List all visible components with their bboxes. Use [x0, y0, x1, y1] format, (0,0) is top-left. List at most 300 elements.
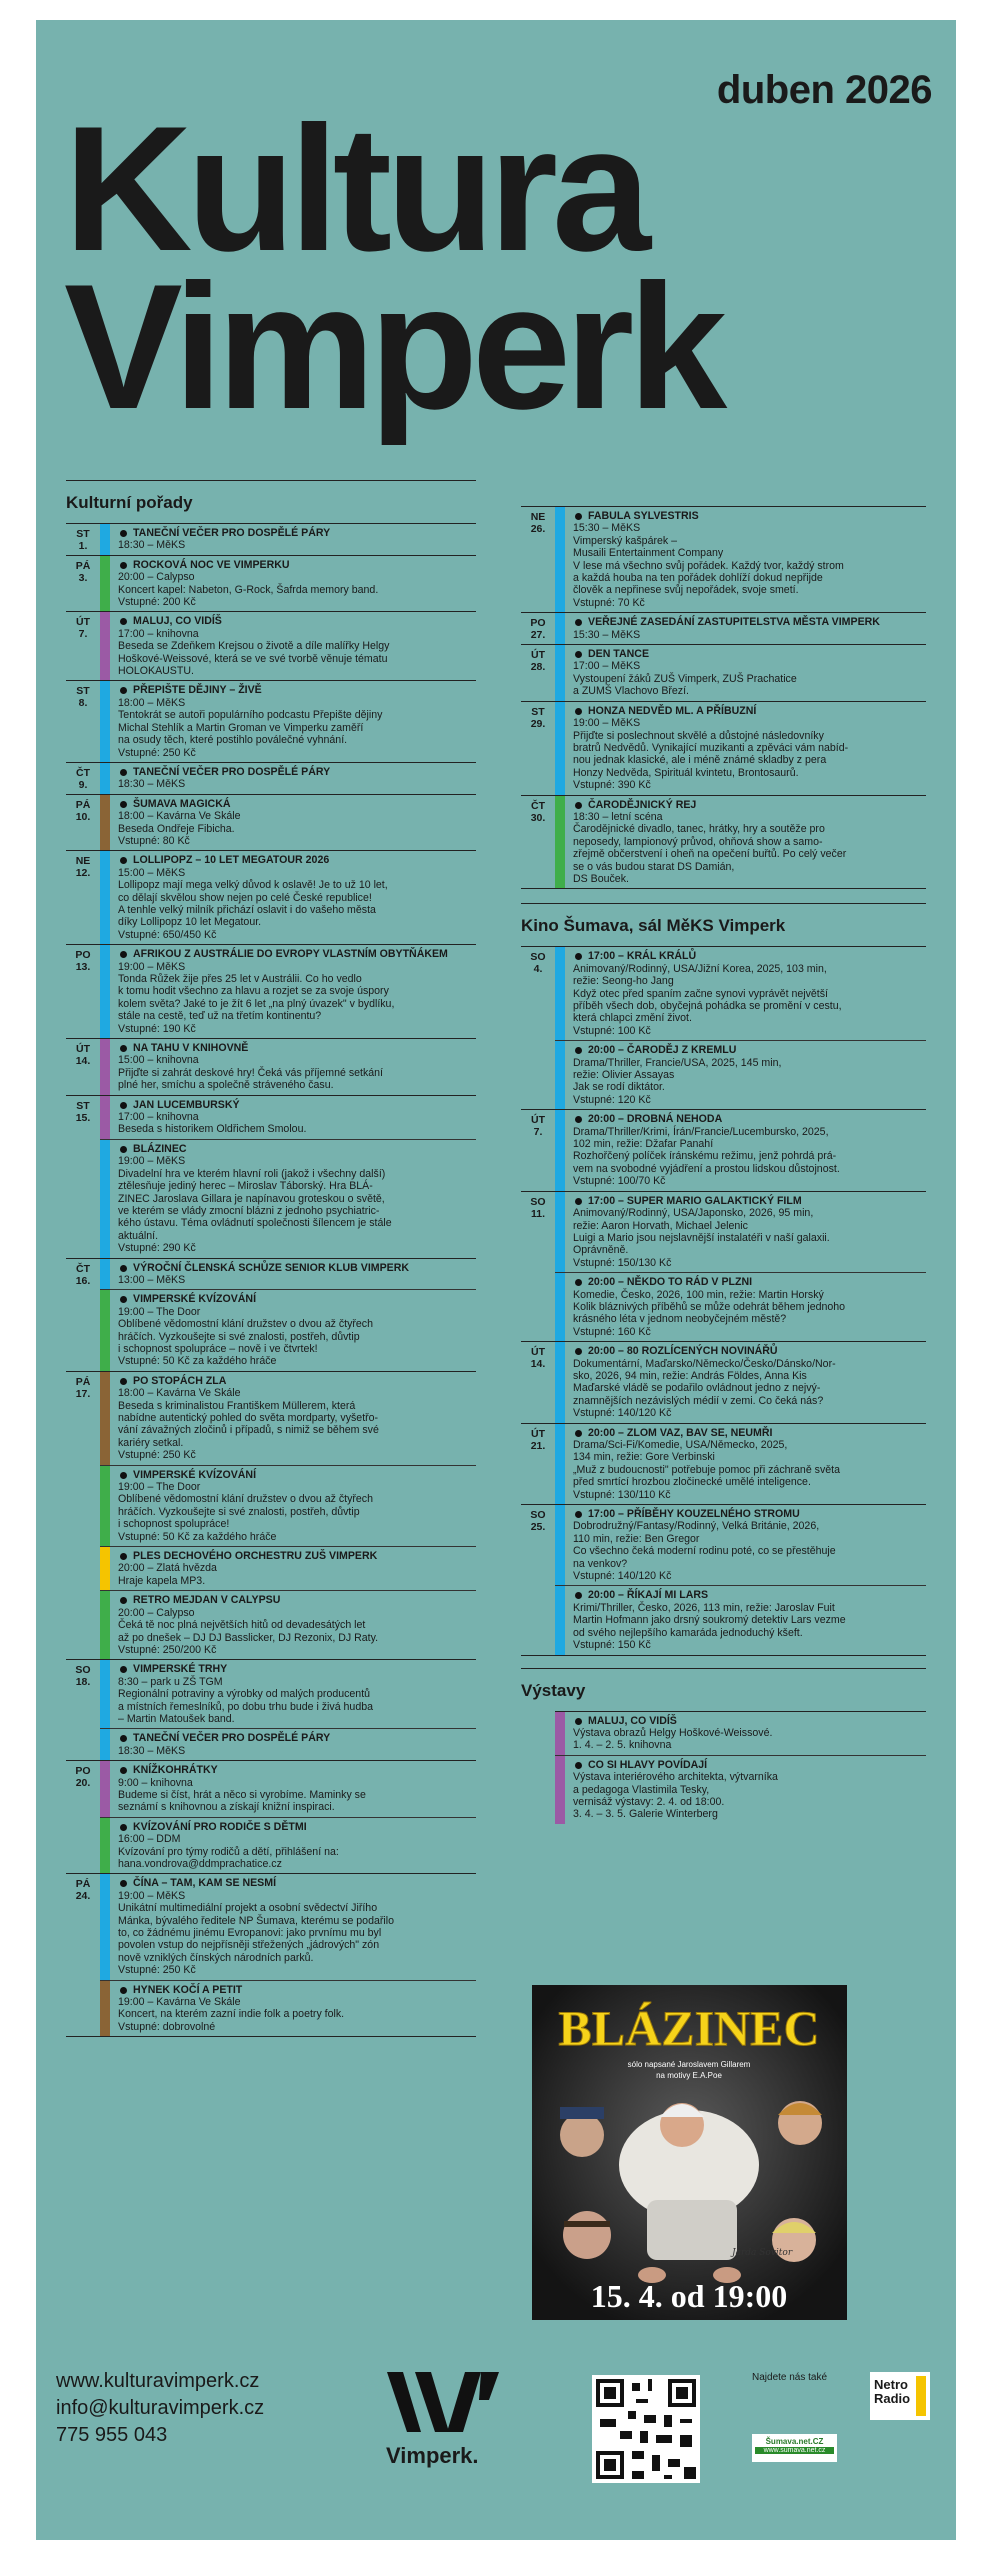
day-block — [66, 794, 476, 851]
event-detail-line: Vstupné: 80 Kč — [118, 834, 190, 847]
day-date — [66, 851, 100, 944]
day-of-week: SO — [530, 951, 546, 964]
event-detail-line: na venkov? — [573, 1557, 628, 1570]
event-title: FABULA SYLVESTRIS — [573, 510, 926, 522]
day-of-week: SO — [75, 1664, 91, 1677]
event-detail-line: Vstupné: 650/450 Kč — [118, 928, 217, 941]
category-color-bar — [555, 1756, 565, 1824]
day-number: 7. — [533, 1126, 543, 1139]
day-number: 20. — [75, 1777, 91, 1790]
event-detail-line: Komedie, Česko, 2026, 100 min, režie: Martin Horský — [573, 1288, 824, 1301]
event-item — [555, 1712, 926, 1755]
event-title: HONZA NEDVĚD ML. A PŘÍBUZNÍ — [573, 705, 926, 717]
category-color-bar — [555, 1041, 565, 1109]
event-detail-line: 19:00 – MěKS — [118, 960, 186, 973]
day-number: 13. — [75, 961, 91, 974]
category-color-bar — [555, 947, 565, 1040]
day-of-week: ÚT — [76, 616, 90, 629]
poster-date: 15. 4. od 19:00 — [590, 2278, 788, 2314]
event-detail-line: režie: Aaron Horvath, Michael Jelenic — [573, 1219, 748, 1232]
category-color-bar — [100, 1372, 110, 1465]
day-number: 7. — [78, 628, 88, 641]
category-color-bar — [100, 1140, 110, 1258]
event-detail-line: Vstupné: 150/130 Kč — [573, 1256, 672, 1269]
event-body — [118, 1874, 476, 1979]
event-body — [118, 1466, 476, 1546]
day-events — [100, 945, 476, 1038]
category-color-bar — [100, 1547, 110, 1590]
event-detail-line: Vstupné: 120 Kč — [573, 1093, 651, 1106]
day-number: 29. — [530, 717, 546, 730]
event-title: 20:00 – 80 ROZLÍCENÝCH NOVINÁŘŮ — [573, 1345, 926, 1357]
day-block — [521, 795, 926, 889]
category-color-bar — [100, 1761, 110, 1817]
event-body — [573, 1192, 926, 1272]
event-title: VIMPERSKÉ KVÍZOVÁNÍ — [118, 1293, 476, 1305]
event-body — [573, 1273, 926, 1341]
event-detail-line: hráčích. Vyzkoušejte si své znalosti, postřeh, důvtip — [118, 1505, 360, 1518]
day-block — [521, 644, 926, 701]
day-date — [66, 763, 100, 794]
event-title: PLES DECHOVÉHO ORCHESTRU ZUŠ VIMPERK — [118, 1550, 476, 1562]
event-detail-line: a ZUMŠ Vlachovo Březí. — [573, 685, 689, 698]
day-events — [100, 851, 476, 944]
event-body — [573, 645, 926, 701]
day-events — [100, 1039, 476, 1095]
poster-illustration — [532, 1985, 847, 2320]
event-detail-line: sko, 2026, 94 min, režie: András Földes, Anna Kis — [573, 1369, 807, 1382]
day-of-week: ST — [76, 685, 90, 698]
day-of-week: ST — [531, 705, 545, 718]
day-block — [66, 611, 476, 680]
event-item — [555, 507, 926, 612]
day-block — [66, 523, 476, 555]
day-of-week: ÚT — [531, 1346, 545, 1359]
day-number: 28. — [530, 661, 546, 674]
category-color-bar — [555, 796, 565, 889]
day-events — [555, 507, 926, 612]
day-number: 10. — [75, 810, 91, 823]
event-detail-line: Oblíbené vědomostní klání družstev o dvou až čtyřech — [118, 1493, 373, 1506]
event-detail-line: Vstupné: 100/70 Kč — [573, 1175, 666, 1188]
event-detail-line: 18:00 – Kavárna Ve Skále — [118, 810, 241, 823]
event-item — [100, 1139, 476, 1258]
day-of-week: ST — [76, 1099, 90, 1112]
event-detail-line: 19:00 – MěKS — [118, 1155, 186, 1168]
event-body — [118, 1039, 476, 1095]
event-detail-line: Koncert, na kterém zazní indie folk a poetry folk. — [118, 2008, 345, 2021]
day-of-week: PO — [530, 617, 546, 630]
event-detail-line: Vstupné: 390 Kč — [573, 779, 651, 792]
event-detail-line: a každá houba na ten pořádek dohlíží dokud nepřijde — [573, 572, 823, 585]
event-detail-line: – Martin Matoušek band. — [118, 1712, 235, 1725]
event-detail-line: Animovaný/Rodinný, USA/Japonsko, 2026, 95 min, — [573, 1207, 814, 1220]
day-date — [66, 1259, 100, 1371]
poster-title: BLÁZINEC — [558, 2000, 820, 2056]
title-line-1: Kultura — [64, 89, 645, 288]
exhibition-list — [555, 1711, 926, 1824]
day-block — [521, 506, 926, 612]
event-item — [555, 702, 926, 795]
event-body — [573, 1110, 926, 1190]
event-detail-line: Vstupné: 200 Kč — [118, 596, 196, 609]
event-detail-line: nově vzniklých čínských národních parků. — [118, 1951, 314, 1964]
day-date — [521, 1505, 555, 1654]
event-body — [118, 795, 476, 851]
day-block — [521, 1423, 926, 1504]
event-detail-line: Vstupné: 160 Kč — [573, 1325, 651, 1338]
day-events — [555, 947, 926, 1109]
event-detail-line: ZINEC Jaroslava Gillara je napínavou groteskou o světě, — [118, 1192, 385, 1205]
event-title: MALUJ, CO VIDÍŠ — [118, 615, 476, 627]
day-events — [100, 795, 476, 851]
poster-subtitle-2: na motivy E.A.Poe — [656, 2071, 722, 2080]
event-detail-line: Čeká tě noc plná největších hitů od devadesátých let — [118, 1619, 366, 1632]
category-color-bar — [555, 507, 565, 612]
day-date — [521, 702, 555, 795]
contacts — [56, 2368, 264, 2449]
day-date — [66, 612, 100, 680]
event-detail-line: Animovaný/Rodinný, USA/Jižní Korea, 2025, 103 min, — [573, 962, 827, 975]
event-detail-line: 1. 4. – 2. 5. knihovna — [573, 1739, 672, 1752]
event-title: VEŘEJNÉ ZASEDÁNÍ ZASTUPITELSTVA MĚSTA VIMPERK — [573, 616, 926, 628]
event-detail-line: Vstupné: 150 Kč — [573, 1639, 651, 1652]
event-title: 20:00 – ZLOM VAZ, BAV SE, NEUMŘI — [573, 1427, 926, 1439]
event-body — [118, 1259, 476, 1290]
event-detail-line: Vstupné: 140/120 Kč — [573, 1570, 672, 1583]
day-number: 16. — [75, 1274, 91, 1287]
event-detail-line: Mánka, bývalého ředitele NP Šumava, kterému se podařilo — [118, 1914, 394, 1927]
event-title: 20:00 – DROBNÁ NEHODA — [573, 1113, 926, 1125]
event-title: 20:00 – ŘÍKAJÍ MI LARS — [573, 1589, 926, 1601]
event-detail-line: před smrtící hrozbou zločinecké umělé inteligence. — [573, 1476, 811, 1489]
event-title: ČÍNA – TAM, KAM SE NESMÍ — [118, 1877, 476, 1889]
event-detail-line: Divadelní hra ve kterém hlavní roli (jakož i všechny další) — [118, 1167, 386, 1180]
category-color-bar — [100, 1874, 110, 1979]
event-detail-line: 18:30 – MěKS — [118, 1744, 186, 1757]
category-color-bar — [555, 613, 565, 644]
event-item — [100, 1817, 476, 1874]
event-title: VIMPERSKÉ TRHY — [118, 1663, 476, 1675]
event-detail-line: Kvízování pro týmy rodičů a dětí, přihlášení na: — [118, 1845, 339, 1858]
category-color-bar — [555, 645, 565, 701]
day-date — [66, 524, 100, 555]
event-detail-line: Beseda s historikem Oldřichem Smolou. — [118, 1123, 307, 1136]
event-body — [118, 763, 476, 794]
netro-bar-icon — [916, 2376, 926, 2416]
day-block — [66, 1095, 476, 1258]
day-of-week: PO — [75, 1765, 91, 1778]
day-of-week: NE — [75, 855, 91, 868]
event-title: BLÁZINEC — [118, 1143, 476, 1155]
event-detail-line: Vstupné: 140/120 Kč — [573, 1407, 672, 1420]
event-body — [573, 1041, 926, 1109]
event-detail-line: co dělají skvělou show nejen po celé České republice! — [118, 891, 372, 904]
event-detail-line: nabídne autentický pohled do světa mordparty, vyšetřo- — [118, 1412, 379, 1424]
event-detail-line: Beseda s kriminalistou Františkem Müllerem, která — [118, 1399, 356, 1412]
day-block — [521, 1191, 926, 1341]
event-detail-line: Beseda Ondřeje Fibicha. — [118, 822, 235, 835]
phone-number: 775 955 043 — [56, 2424, 168, 2446]
event-detail-line: Vstupné: dobrovolné — [118, 2020, 216, 2033]
day-of-week: PÁ — [75, 1878, 91, 1891]
day-date — [521, 1192, 555, 1341]
day-block — [66, 1258, 476, 1371]
event-item — [100, 1590, 476, 1659]
email-link[interactable]: info@kulturavimperk.cz — [56, 2397, 265, 2419]
day-number: 17. — [75, 1387, 91, 1400]
event-title: VIMPERSKÉ KVÍZOVÁNÍ — [118, 1469, 476, 1481]
event-item — [100, 851, 476, 944]
event-detail-line: Vstupné: 290 Kč — [118, 1242, 196, 1255]
day-events — [100, 556, 476, 612]
event-title: 20:00 – ČARODĚJ Z KREMLU — [573, 1044, 926, 1056]
event-detail-line: Michal Stehlík a Martin Groman ve Vimperku zaměří — [118, 721, 364, 734]
event-detail-line: Tonda Růžek žije přes 25 let v Austrálii. Co ho vedlo — [118, 973, 362, 985]
day-block — [66, 762, 476, 794]
day-block — [66, 680, 476, 761]
event-body — [118, 681, 476, 761]
day-block — [521, 612, 926, 644]
event-detail-line: Výstava obrazů Helgy Hoškové-Weissové. — [573, 1726, 773, 1739]
category-color-bar — [555, 1273, 565, 1341]
day-of-week: NE — [530, 511, 546, 523]
day-of-week: PO — [75, 949, 91, 962]
day-date — [66, 1761, 100, 1873]
day-of-week: ÚT — [531, 1427, 545, 1440]
event-detail-line: Kolik bláznivých příběhů se může odehrát během jednoho — [573, 1300, 846, 1313]
day-date — [66, 1096, 100, 1258]
event-detail-line: Vstupné: 250 Kč — [118, 1964, 196, 1977]
event-detail-line: Dobrodružný/Fantasy/Rodinný, Velká Británie, 2026, — [573, 1520, 820, 1533]
event-title: TANEČNÍ VEČER PRO DOSPĚLÉ PÁRY — [118, 527, 476, 539]
sumava-net-name: Šumava.net.CZ — [765, 2437, 824, 2446]
event-title: 20:00 – NĚKDO TO RÁD V PLZNI — [573, 1276, 926, 1288]
event-item — [100, 1660, 476, 1728]
event-body — [118, 1818, 476, 1874]
event-detail-line: 15:30 – MěKS — [573, 522, 641, 535]
cinema-list — [521, 946, 926, 1655]
event-item — [555, 796, 926, 889]
qr-code-icon[interactable] — [592, 2375, 700, 2483]
event-detail-line: 13:00 – MěKS — [118, 1273, 186, 1286]
event-detail-line: Co všechno čeká moderní rodinu poté, co se přestěhuje — [573, 1545, 836, 1558]
event-detail-line: 20:00 – Zlatá hvězda — [118, 1562, 217, 1575]
day-block — [66, 1038, 476, 1095]
event-title: 17:00 – KRÁL KRÁLŮ — [573, 950, 926, 962]
event-item — [100, 681, 476, 761]
netro-word-2: Radio — [874, 2391, 911, 2406]
category-color-bar — [100, 795, 110, 851]
category-color-bar — [555, 1110, 565, 1190]
event-item — [100, 612, 476, 680]
event-detail-line: Přijďte si zahrát deskové hry! Čeká vás příjemné setkání — [118, 1066, 383, 1079]
page-title — [64, 89, 722, 446]
event-body — [118, 945, 476, 1038]
day-number: 8. — [78, 697, 88, 710]
event-detail-line: režie: Seong-ho Jang — [573, 975, 674, 988]
day-number: 24. — [75, 1890, 91, 1903]
event-item — [100, 945, 476, 1038]
event-detail-line: Drama/Sci-Fi/Komedie, USA/Německo, 2025, — [573, 1439, 788, 1451]
event-detail-line: na osudy těch, které postihlo poválečné vyhnání. — [118, 734, 348, 747]
event-body — [573, 1424, 926, 1504]
category-color-bar — [100, 1818, 110, 1874]
event-body — [573, 1505, 926, 1585]
section-title-kulturni-porady: Kulturní pořady — [66, 480, 476, 523]
event-title: CO SI HLAVY POVÍDAJÍ — [573, 1759, 926, 1771]
event-detail-line: seznámí s knihovnou a získají knižní inspiraci. — [118, 1801, 335, 1814]
day-date — [66, 1874, 100, 2036]
day-number: 30. — [530, 811, 546, 824]
day-of-week: ČT — [76, 766, 90, 779]
day-events — [100, 1259, 476, 1371]
event-item — [555, 613, 926, 644]
day-events — [555, 702, 926, 795]
event-detail-line: Vstupné: 250/200 Kč — [118, 1643, 217, 1656]
event-detail-line: bratrů Nedvědů. Vynikající muzikanti a zpěváci vám nabíd- — [573, 741, 849, 754]
event-detail-line: Vstupné: 50 Kč za každého hráče — [118, 1530, 277, 1543]
event-detail-line: kolem světa? Jaké to je žít 6 let „na plný úvazek" v bydlíku, — [118, 997, 395, 1010]
category-color-bar — [100, 1466, 110, 1546]
day-events — [555, 1342, 926, 1422]
event-detail-line: vání závažných zločinů i případů, s nimiž se během své — [118, 1424, 379, 1437]
event-detail-line: 15:00 – knihovna — [118, 1054, 199, 1067]
day-of-week: ÚT — [76, 1043, 90, 1056]
event-title: 17:00 – PŘÍBĚHY KOUZELNÉHO STROMU — [573, 1508, 926, 1520]
day-events — [555, 1424, 926, 1504]
event-detail-line: Čarodějnické divadlo, tanec, hrátky, hry a soutěže pro — [573, 823, 825, 836]
day-number: 14. — [75, 1055, 91, 1068]
event-detail-line: 17:00 – knihovna — [118, 627, 199, 640]
event-detail-line: 18:30 – letní scéna — [573, 810, 663, 823]
event-detail-line: 110 min, režie: Ben Gregor — [573, 1532, 700, 1545]
event-title: NA TAHU V KNIHOVNĚ — [118, 1042, 476, 1054]
event-detail-line: Vstupné: 130/110 Kč — [573, 1488, 671, 1501]
event-detail-line: Vstupné: 250 Kč — [118, 746, 196, 759]
event-item — [100, 556, 476, 612]
day-events — [555, 613, 926, 644]
day-block — [66, 1873, 476, 2036]
event-item — [100, 1761, 476, 1817]
event-body — [118, 851, 476, 944]
day-date — [66, 1039, 100, 1095]
event-detail-line: 15:30 – MěKS — [573, 628, 641, 641]
event-title: 17:00 – SUPER MARIO GALAKTICKÝ FILM — [573, 1195, 926, 1207]
category-color-bar — [100, 556, 110, 612]
day-of-week: SO — [530, 1195, 546, 1208]
day-events — [100, 763, 476, 794]
website-link[interactable]: www.kulturavimperk.cz — [56, 2370, 260, 2392]
event-title: KVÍZOVÁNÍ PRO RODIČE S DĚTMI — [118, 1821, 476, 1833]
event-item — [100, 1039, 476, 1095]
event-detail-line: vernisáž výstavy: 2. 4. od 18:00. — [573, 1795, 725, 1808]
event-detail-line: Když otec před spaním začne synovi vyprávět největší — [573, 987, 828, 1000]
event-body — [118, 1729, 476, 1760]
day-date — [66, 1660, 100, 1760]
event-detail-line: díky Lollipopz 10 let Megatour. — [118, 916, 262, 929]
event-title: DEN TANCE — [573, 648, 926, 660]
event-detail-line: Rozhořčený políček íránskému režimu, jenž pohrdá prá- — [573, 1150, 837, 1163]
category-color-bar — [100, 1591, 110, 1659]
event-detail-line: Regionální potraviny a výrobky od malých producentů — [118, 1688, 371, 1701]
event-detail-line: 19:00 – The Door — [118, 1481, 201, 1494]
category-color-bar — [100, 1981, 110, 2037]
event-detail-line: 17:00 – MěKS — [573, 660, 641, 673]
event-item — [555, 1342, 926, 1422]
event-detail-line: Výstava interiérového architekta, výtvarníka — [573, 1771, 778, 1784]
day-number: 15. — [75, 1111, 91, 1124]
event-item — [555, 1040, 926, 1109]
event-item — [100, 1980, 476, 2037]
day-date — [66, 556, 100, 612]
netro-radio-logo[interactable] — [870, 2372, 930, 2420]
day-date — [521, 947, 555, 1109]
event-detail-line: Vstupné: 70 Kč — [573, 596, 645, 609]
exhibitions — [521, 1668, 926, 1824]
category-color-bar — [100, 524, 110, 555]
event-detail-line: 17:00 – knihovna — [118, 1111, 199, 1124]
event-detail-line: Unikátní multimediální projekt a osobní svědectví Jiřího — [118, 1902, 378, 1915]
event-item — [100, 1874, 476, 1979]
event-body — [573, 1586, 926, 1654]
category-color-bar — [100, 1039, 110, 1095]
event-detail-line: Jak se rodí diktátor. — [573, 1081, 665, 1094]
event-detail-line: příběh všech dob, obyčejná pohádka se promění v cestu, — [573, 1000, 842, 1012]
event-detail-line: 18:30 – MěKS — [118, 778, 186, 791]
day-number: 14. — [530, 1358, 546, 1371]
day-date — [521, 645, 555, 701]
event-detail-line: to, co žádnému jinému Evropanovi: jako prvnímu mu byl — [118, 1927, 382, 1940]
event-detail-line: Koncert kapel: Nabeton, G-Rock, Šafrda memory band. — [118, 583, 379, 596]
event-detail-line: DS Bouček. — [573, 872, 629, 885]
event-title: ČARODĚJNICKÝ REJ — [573, 799, 926, 811]
event-detail-line: Drama/Thriller, Francie/USA, 2025, 145 min, — [573, 1056, 782, 1069]
day-of-week: ÚT — [531, 1114, 545, 1127]
day-number: 4. — [533, 963, 543, 976]
day-date — [521, 507, 555, 612]
event-detail-line: Drama/Thriller/Krimi, Írán/Francie/Lucembursko, 2025, — [573, 1125, 829, 1138]
event-detail-line: kého ústavu. Téma ovládnutí společnosti šílencem je stále — [118, 1217, 392, 1230]
event-detail-line: Hraje kapela MP3. — [118, 1574, 206, 1587]
month-label: duben 2026 — [716, 68, 932, 112]
event-body — [118, 1547, 476, 1590]
event-title: RETRO MEJDAN V CALYPSU — [118, 1594, 476, 1606]
event-detail-line: Vstupné: 250 Kč — [118, 1449, 196, 1462]
poster-signature: Jarda Sovitor — [732, 2248, 793, 2258]
category-color-bar — [555, 702, 565, 795]
event-detail-line: Vimperský kašpárek – — [573, 534, 678, 547]
day-number: 1. — [78, 540, 88, 552]
category-color-bar — [100, 612, 110, 680]
sumava-net-logo[interactable] — [752, 2434, 837, 2462]
section-title-vystavy: Výstavy — [521, 1668, 926, 1711]
event-title: HYNEK KOČÍ A PETIT — [118, 1984, 476, 1996]
event-body — [573, 947, 926, 1040]
event-detail-line: i schopnost spolupráce! — [118, 1518, 230, 1531]
day-of-week: PÁ — [75, 798, 91, 811]
event-body — [573, 507, 926, 612]
category-color-bar — [555, 1342, 565, 1422]
day-date — [66, 795, 100, 851]
day-number: 18. — [75, 1676, 91, 1689]
category-color-bar — [555, 1586, 565, 1654]
day-events — [100, 1372, 476, 1660]
day-date — [66, 1372, 100, 1660]
event-item — [555, 645, 926, 701]
day-block — [521, 946, 926, 1109]
logo-wordmark: Vimperk. — [386, 2443, 479, 2468]
